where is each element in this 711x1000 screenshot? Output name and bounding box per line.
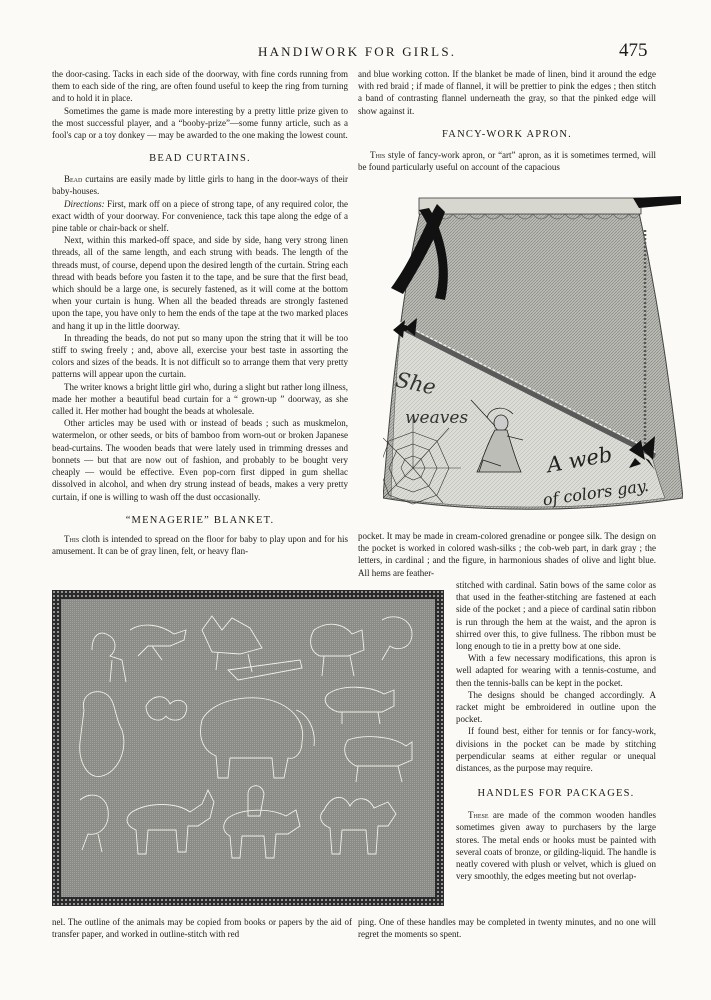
left-column-bottom [52,916,352,940]
menagerie-blanket-illustration [52,590,444,906]
paragraph: Other articles may be used with or instead of beads ; such as muskmelon, watermelon, or other seeds, or bits of bamboo from worn-out or broken Japanese bead-curtains. The wooden beads that were lately used in trimming dresses and bonnets — but that are now out of fashion, and probably to be bought very cheaply — would be effective. Even pop-corn first dipped in gum shellac dissolved in alcohol, and when dry strung instead of beads, makes a very pretty curtain, if one is willing to wash off the dust occasionally. [52,418,348,502]
section-heading-bead-curtains: BEAD CURTAINS. [149,153,251,165]
paragraph: If found best, either for tennis or for fancy-work, divisions in the pocket can be made by stitching perpendicular seams at either regular or unequal distances, as the purpose may require. [456,726,656,774]
paragraph: This style of fancy-work apron, or “art” apron, as it is sometimes termed, will be found particularly useful on account of the capacious [358,149,656,173]
paragraph: the door-casing. Tacks in each side of the doorway, with fine cords running from them to each side of the ring, are often found useful to keep the ring from turning and to hold it in place. [52,69,348,104]
paragraph: The writer knows a bright little girl who, during a slight but rather long illness, made her mother a beautiful bead curtain for a “ grown-up ” doorway, as she called it. Her mother had bought the beads at wholesale. [52,381,348,417]
paragraph: Directions: First, mark off on a piece of strong tape, of any required color, the exact width of your doorway. For convenience, tack this tape along the edge of a pine table or chair-back or shelf. [52,198,348,234]
section-heading-fancy-work-apron: FANCY-WORK APRON. [442,128,572,140]
embroidery-she: She [393,367,438,400]
right-column-narrow [456,579,656,882]
right-column-bottom [358,916,656,940]
paragraph: With a few necessary modifications, this apron is well adapted for wearing with a tennis-costume, and then the tennis-balls can be kept in the pocket. [456,653,656,688]
paragraph: This cloth is intended to spread on the floor for baby to play upon and for his amusement. It can be of gray linen, felt, or heavy flan- [52,533,348,556]
paragraph: ping. One of these handles may be completed in twenty minutes, and no one will regret the moments so spent. [358,917,656,940]
paragraph: These are made of the common wooden handles sometimes given away to purchasers by the large stores. The metal ends or hooks must be painted with several coats of bronze, or gilding-liquid. The handle is neatly covered with plush or velvet, which is glued on very smoothly, the edges meeting but not overlap- [456,810,656,882]
paragraph: pocket. It may be made in cream-colored grenadine or pongee silk. The design on the pocket is worked in colored wash-silks ; the cob-web part, in dark gray ; the letters, in cardinal ; and the figure, in harmonious shades of olive and light blue. All hems are feather- [358,531,656,578]
right-column-top [358,68,656,173]
paragraph: Next, within this marked-off space, and side by side, hang very strong linen threads, all of the same length, and each strung with beads. The length of the threads must, of course, depend upon the desired length of the curtain. String each thread with beads before you fasten it to the tape, and be sure that the first bead, which should be a large one, is securely fastened, as it will come at the bottom when your curtain is hung. When all the beaded threads are strongly fastened upon the tape, you have only to hem the ends of the tape at the two marked places and hang it up in the little doorway. [52,235,348,331]
embroidery-weaves: weaves [405,408,469,428]
paragraph: Bead curtains are easily made by little girls to hang in the door-ways of their baby-houses. [52,174,348,197]
embroidery-of-colors-gay: of colors gay. [541,475,650,510]
section-heading-handles-for-packages: HANDLES FOR PACKAGES. [477,788,635,800]
left-column [52,68,348,557]
paragraph: and blue working cotton. If the blanket be made of linen, bind it around the edge with red braid ; if made of flannel, it will be prettier to pink the edges ; then stitch a band of contrasting flannel underneath the gray, so that the pinked edge will show against it. [358,69,656,116]
embroidery-a-web: A web [545,442,614,478]
paragraph: Sometimes the game is made more interesting by a pretty little prize given to the most successful player, and a “booby-prize”—some funny article, such as a fool's cap or a toy donkey — may be awarded to the one making the lowest count. [52,105,348,141]
running-title: HANDIWORK FOR GIRLS. [258,44,457,59]
section-heading-menagerie-blanket: “MENAGERIE” BLANKET. [125,514,275,526]
paragraph: In threading the beads, do not put so many upon the string that it will be too stiff to swing freely ; and, above all, exercise your best taste in assorting the colors and sizes of the beads. It is not difficult so to arrange them that very pretty patterns will appear upon the curtain. [52,332,348,380]
right-column-mid [358,530,656,579]
paragraph: nel. The outline of the animals may be copied from books or papers by the aid of transfer paper, and worked in outline-stitch with red [52,917,352,940]
paragraph: The designs should be changed accordingly. A racket might be embroidered in outline upon the pocket. [456,689,656,725]
fancy-work-apron-illustration [383,168,683,528]
paragraph: stitched with cardinal. Satin bows of the same color as that used in the feather-stitching are fastened at each side of the pocket ; and a piece of cardinal satin ribbon is run through the hem at the waist, and the apron is shirred over this, to give fullness. The ribbon must be long enough to tie in a pretty bow at one side. [456,580,656,652]
page-number: 475 [619,40,648,61]
